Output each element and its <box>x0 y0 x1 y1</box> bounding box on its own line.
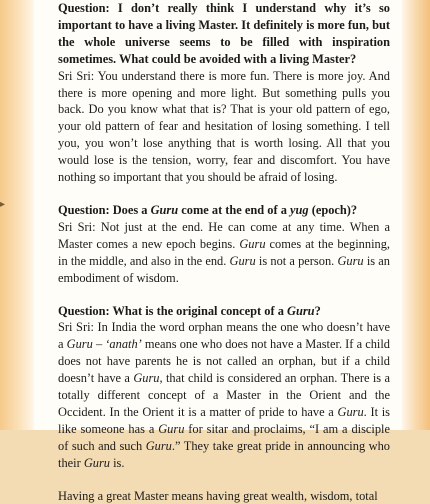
page-edge-marker: ▸ <box>0 199 6 210</box>
page-content <box>58 0 390 504</box>
book-page <box>34 0 402 503</box>
answer-3: Sri Sri: In India the word orphan means the one who doesn’t have a Guru – ‘anath’ means one who does not have a Master. If a child does not have parents he is not called an orphan, but if a child doesn’t have a Guru, that child is considered an orphan. There is a totally different concept of a Master in the Orient and the Occident. In the Orient it is a matter of pride to have a Guru. It is like someone has a Guru for sitar and proclaims, “I am a disciple of such and such Guru.” They take great pride in announcing who their Guru is. <box>58 320 390 470</box>
trailing-paragraph: Having a great Master means having great wealth, wisdom, total <box>58 488 378 503</box>
left-background <box>0 0 34 430</box>
question-3: Question: What is the original concept of a Guru? <box>58 303 321 318</box>
answer-2: Sri Sri: Not just at the end. He can come at any time. When a Master comes a new epoch begins. Guru comes at the beginning, in the middle, and also in the end. Guru is not a person. Guru is an embodiment of wisdom. <box>58 219 390 285</box>
question-1: Question: I don’t really think I understand why it’s so important to have a living Master. It definitely is more fun, but the whole universe seems to be filled with inspiration sometimes. What could be avoided with a living Master? <box>58 1 390 66</box>
answer-1: Sri Sri: You understand there is more fun. There is more joy. And there is more opening and more light. But something pulls you back. Do you know what that is? That is your old pattern of ego, your old pattern of fear and hesitation of losing something. I tell you, you won’t lose anything that is worth losing. All that you would lose is the tension, worry, fear and discomfort. You have nothing so important that you should be afraid of losing. <box>58 68 390 185</box>
right-background <box>402 0 430 430</box>
question-2: Question: Does a Guru come at the end of a yug (epoch)? <box>58 202 358 217</box>
